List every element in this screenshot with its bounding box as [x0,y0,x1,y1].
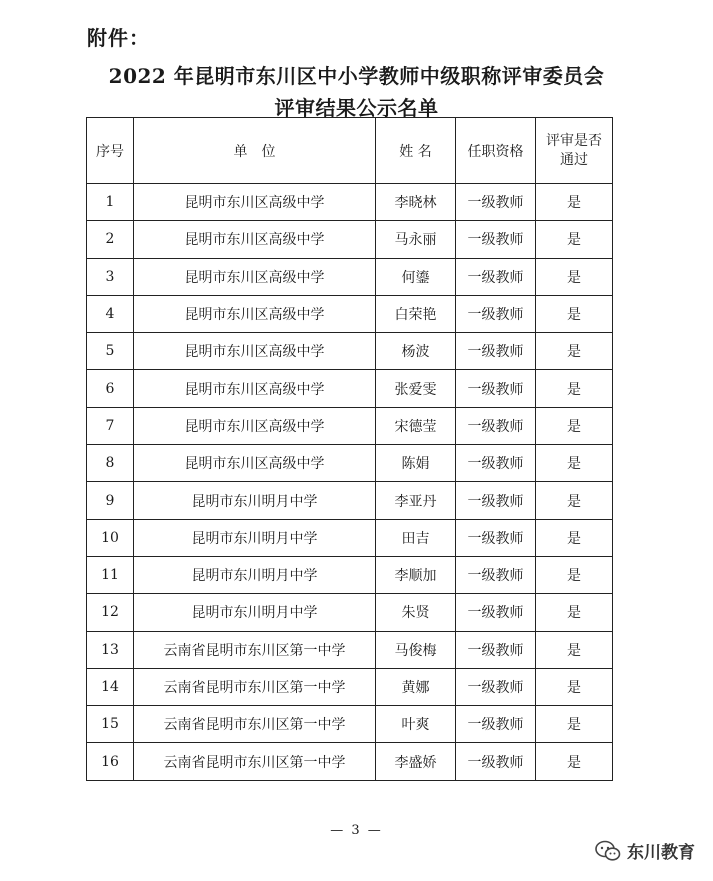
cell-unit: 昆明市东川区高级中学 [134,370,376,407]
cell-qualification: 一级教师 [456,556,536,593]
cell-unit: 昆明市东川区高级中学 [134,258,376,295]
header-name: 姓 名 [376,118,456,184]
cell-no: 12 [87,594,134,631]
cell-qualification: 一级教师 [456,370,536,407]
cell-unit: 云南省昆明市东川区第一中学 [134,668,376,705]
cell-no: 9 [87,482,134,519]
cell-unit: 云南省昆明市东川区第一中学 [134,743,376,780]
cell-unit: 昆明市东川区高级中学 [134,295,376,332]
cell-passed: 是 [536,295,613,332]
cell-name: 何鎏 [376,258,456,295]
table-row [87,631,613,668]
cell-qualification: 一级教师 [456,706,536,743]
table-row [87,743,613,780]
cell-passed: 是 [536,556,613,593]
result-table [86,117,613,781]
cell-no: 10 [87,519,134,556]
cell-unit: 云南省昆明市东川区第一中学 [134,631,376,668]
header-passed: 评审是否通过 [536,118,613,184]
cell-passed: 是 [536,221,613,258]
cell-name: 马俊梅 [376,631,456,668]
cell-unit: 昆明市东川明月中学 [134,594,376,631]
cell-name: 宋德莹 [376,407,456,444]
cell-passed: 是 [536,258,613,295]
cell-no: 15 [87,706,134,743]
cell-qualification: 一级教师 [456,743,536,780]
table-row [87,370,613,407]
cell-name: 李晓林 [376,184,456,221]
cell-no: 2 [87,221,134,258]
table-row [87,668,613,705]
cell-name: 黄娜 [376,668,456,705]
cell-passed: 是 [536,706,613,743]
document-subtitle: 评审结果公示名单 [274,96,439,120]
cell-name: 叶爽 [376,706,456,743]
cell-passed: 是 [536,594,613,631]
cell-unit: 昆明市东川明月中学 [134,556,376,593]
cell-unit: 云南省昆明市东川区第一中学 [134,706,376,743]
cell-passed: 是 [536,631,613,668]
header-no: 序号 [87,118,134,184]
cell-no: 4 [87,295,134,332]
cell-passed: 是 [536,668,613,705]
cell-unit: 昆明市东川区高级中学 [134,184,376,221]
header-qualification: 任职资格 [456,118,536,184]
document-title: 2022 年昆明市东川区中小学教师中级职称评审委员会 [108,64,605,88]
cell-qualification: 一级教师 [456,594,536,631]
wechat-icon [595,840,621,862]
cell-no: 8 [87,445,134,482]
cell-no: 13 [87,631,134,668]
cell-passed: 是 [536,370,613,407]
cell-passed: 是 [536,407,613,444]
cell-qualification: 一级教师 [456,258,536,295]
cell-name: 李盛娇 [376,743,456,780]
attachment-label: 附件： [87,26,150,50]
cell-unit: 昆明市东川明月中学 [134,482,376,519]
cell-passed: 是 [536,482,613,519]
cell-no: 7 [87,407,134,444]
cell-no: 16 [87,743,134,780]
cell-name: 李亚丹 [376,482,456,519]
cell-qualification: 一级教师 [456,631,536,668]
table-row [87,445,613,482]
header-unit: 单 位 [134,118,376,184]
table-row [87,333,613,370]
cell-unit: 昆明市东川区高级中学 [134,407,376,444]
table-row [87,706,613,743]
cell-name: 杨波 [376,333,456,370]
cell-passed: 是 [536,519,613,556]
cell-qualification: 一级教师 [456,407,536,444]
cell-name: 陈娟 [376,445,456,482]
cell-no: 6 [87,370,134,407]
table-row [87,221,613,258]
cell-qualification: 一级教师 [456,295,536,332]
table-row [87,482,613,519]
cell-qualification: 一级教师 [456,221,536,258]
table-row [87,519,613,556]
cell-passed: 是 [536,743,613,780]
cell-name: 李顺加 [376,556,456,593]
cell-qualification: 一级教师 [456,519,536,556]
cell-unit: 昆明市东川区高级中学 [134,221,376,258]
cell-no: 5 [87,333,134,370]
table-row [87,556,613,593]
cell-passed: 是 [536,184,613,221]
cell-no: 14 [87,668,134,705]
cell-qualification: 一级教师 [456,668,536,705]
cell-qualification: 一级教师 [456,445,536,482]
cell-name: 张爱雯 [376,370,456,407]
cell-unit: 昆明市东川明月中学 [134,519,376,556]
table-row [87,407,613,444]
table-row [87,184,613,221]
table-row [87,295,613,332]
cell-qualification: 一级教师 [456,333,536,370]
cell-no: 1 [87,184,134,221]
table-row [87,594,613,631]
table-header-row [87,118,613,184]
watermark-text: 东川教育 [627,843,695,863]
cell-qualification: 一级教师 [456,482,536,519]
cell-passed: 是 [536,333,613,370]
table-row [87,258,613,295]
cell-no: 11 [87,556,134,593]
cell-name: 白荣艳 [376,295,456,332]
cell-name: 朱贤 [376,594,456,631]
cell-name: 田吉 [376,519,456,556]
cell-name: 马永丽 [376,221,456,258]
cell-unit: 昆明市东川区高级中学 [134,445,376,482]
cell-unit: 昆明市东川区高级中学 [134,333,376,370]
cell-qualification: 一级教师 [456,184,536,221]
watermark [595,838,695,863]
page-number: — 3 — [330,823,383,838]
cell-no: 3 [87,258,134,295]
cell-passed: 是 [536,445,613,482]
